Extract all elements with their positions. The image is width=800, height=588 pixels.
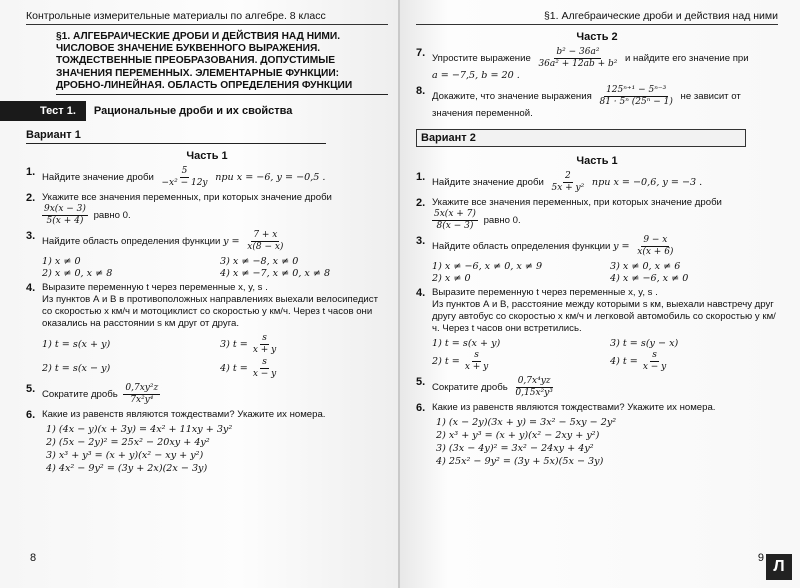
denominator: x(x + 6)	[637, 247, 674, 257]
denominator: x − y	[252, 369, 277, 380]
fraction	[432, 209, 478, 232]
task-tail: при x = −0,6, y = −3 .	[591, 177, 703, 189]
fraction	[597, 85, 674, 108]
option: 1) x ≠ 0	[42, 256, 81, 268]
page-number: 9	[757, 552, 764, 564]
task-1	[416, 171, 778, 194]
task-tail: равно 0.	[93, 210, 131, 222]
task-number: 5.	[26, 383, 36, 396]
task-text: Найдите значение дроби	[432, 177, 544, 189]
option	[432, 350, 600, 373]
numerator: 0,7xy²z	[125, 383, 159, 394]
running-head: Контрольные измерительные материалы по алгебре. 8 класс	[26, 10, 388, 25]
task-text: Укажите все значения переменных, при которых значение дроби	[42, 192, 332, 204]
task-text: Найдите значение дроби	[42, 172, 154, 184]
identity-item: 2) x³ + y³ = (x + y)(x² − 2xy + y²)	[436, 430, 600, 441]
test-header	[0, 101, 388, 121]
denominator: −x² − 12y	[161, 178, 208, 189]
identity-list	[416, 417, 778, 467]
fraction	[641, 350, 668, 373]
option: 3) x ≠ 0, x ≠ 6	[610, 261, 681, 272]
task-number: 4.	[416, 287, 426, 299]
numerator: s	[262, 357, 267, 368]
option	[220, 333, 388, 356]
task-text: Докажите, что значение выражения	[432, 91, 592, 103]
numerator: 9x(x − 3)	[44, 204, 86, 215]
option-label: 4) t =	[610, 356, 638, 367]
task-tail: при x = −6, y = −0,5 .	[215, 172, 326, 184]
task-number: 7.	[416, 47, 426, 59]
answer-options	[416, 261, 778, 284]
task-text: Найдите область определения функции	[432, 241, 611, 253]
answer-options	[26, 333, 388, 380]
numerator: 9 − x	[643, 235, 668, 245]
task-3	[416, 235, 778, 258]
task-tail: и найдите его значение при	[625, 53, 749, 65]
numerator: 125ⁿ⁺¹ − 5ⁿ⁻³	[606, 85, 667, 95]
task-5	[416, 376, 778, 399]
test-title: Рациональные дроби и их свойства	[93, 105, 293, 118]
option	[610, 350, 778, 373]
task-text: Сократите дробь	[42, 389, 118, 401]
fraction	[549, 171, 586, 194]
option: 1) x ≠ −6, x ≠ 0, x ≠ 9	[432, 261, 543, 272]
fraction	[245, 230, 285, 253]
option: 1) t = s(x + y)	[42, 339, 111, 351]
variant-heading: Вариант 1	[26, 129, 326, 144]
denominator: x − y	[642, 362, 667, 372]
numerator: s	[474, 350, 479, 360]
task-4	[26, 282, 388, 330]
task-text: Сократите дробь	[432, 382, 508, 394]
denominator: 81 · 5ⁿ (25ⁿ − 1)	[599, 97, 673, 107]
task-6	[26, 409, 388, 421]
task-3	[26, 230, 388, 253]
numerator: 5	[181, 166, 188, 177]
answer-options	[416, 338, 778, 373]
task-number: 2.	[26, 192, 36, 205]
task-number: 2.	[416, 197, 426, 209]
fraction	[42, 204, 88, 227]
part-heading: Часть 2	[576, 31, 618, 43]
fraction	[251, 357, 278, 380]
task-text: Найдите область определения функции	[42, 236, 221, 248]
right-page	[400, 0, 800, 588]
identity-item: 1) (4x − y)(x + 3y) = 4x² + 11xy + 3y²	[46, 424, 233, 436]
variant-heading: Вариант 2	[416, 129, 746, 147]
denominator: x + y	[464, 362, 489, 372]
answer-options	[26, 256, 388, 279]
identity-item: 3) x³ + y³ = (x + y)(x² − xy + y²)	[46, 450, 204, 462]
task-text: Какие из равенств являются тождествами? Укажите их номера.	[432, 402, 716, 413]
task-2	[26, 192, 388, 227]
option: 2) x ≠ 0	[432, 273, 471, 284]
task-text: Упростите выражение	[432, 53, 531, 65]
denominator: 5(x + 4)	[46, 216, 84, 227]
task-number: 4.	[26, 282, 36, 295]
task-text: Укажите все значения переменных, при которых значение дроби	[432, 197, 722, 208]
option: 4) x ≠ −6, x ≠ 0	[610, 273, 689, 284]
task-text: Выразите переменную t через переменные x, y, s .	[42, 282, 268, 294]
identity-item: 2) (5x − 2y)² = 25x² − 20xy + 4y²	[46, 437, 210, 449]
numerator: 7 + x	[253, 230, 278, 241]
publisher-logo-icon: Л	[766, 554, 792, 580]
option: 4) x ≠ −7, x ≠ 0, x ≠ 8	[220, 268, 331, 280]
denominator: x(8 − x)	[247, 242, 284, 253]
identity-list	[26, 424, 388, 474]
function-lhs: y =	[613, 241, 630, 253]
task-number: 8.	[416, 85, 426, 97]
identity-item: 4) 4x² − 9y² = (3y + 2x)(2x − 3y)	[46, 463, 208, 475]
task-number: 1.	[26, 166, 36, 179]
task-6	[416, 402, 778, 414]
task-text: Какие из равенств являются тождествами? Укажите их номера.	[42, 409, 326, 421]
task-values: a = −7,5, b = 20 .	[432, 70, 520, 81]
numerator: s	[262, 333, 267, 344]
function-lhs: y =	[223, 236, 240, 248]
part-heading: Часть 1	[186, 150, 228, 163]
option-label: 3) t =	[220, 339, 248, 351]
denominator: x + y	[252, 345, 277, 356]
task-7	[416, 47, 778, 82]
task-2	[416, 197, 778, 232]
option	[220, 357, 388, 380]
fraction	[536, 47, 619, 70]
fraction	[513, 376, 554, 399]
numerator: 0,7x⁴yz	[517, 376, 551, 386]
numerator: 2	[565, 171, 571, 181]
identity-item: 1) (x − 2y)(3x + y) = 3x² − 5xy − 2y²	[436, 417, 617, 428]
denominator: 36a² + 12ab + b²	[538, 59, 618, 69]
option: 2) x ≠ 0, x ≠ 8	[42, 268, 113, 280]
task-number: 6.	[26, 409, 36, 422]
fraction	[635, 235, 675, 258]
task-tail: равно 0.	[483, 215, 521, 227]
task-number: 1.	[416, 171, 426, 183]
option: 3) t = s(y − x)	[610, 338, 679, 349]
test-label: Тест 1.	[0, 101, 86, 121]
numerator: 5x(x + 7)	[434, 209, 476, 219]
fraction	[463, 350, 490, 373]
option: 1) t = s(x + y)	[432, 338, 501, 349]
section-title: §1. АЛГЕБРАИЧЕСКИЕ ДРОБИ И ДЕЙСТВИЯ НАД НИМИ. ЧИСЛОВОЕ ЗНАЧЕНИЕ БУКВЕННОГО ВЫРАЖЕНИЯ. ТОЖДЕСТВЕННЫЕ ПРЕОБРАЗОВАНИЯ. ДОПУСТИМЫЕ ЗНАЧЕНИЯ ПЕРЕМЕННЫХ. ЭЛЕМЕНТАРНЫЕ ФУНКЦИИ: ДРОБНО-ЛИНЕЙНАЯ. ОБЛАСТЬ ОПРЕДЕЛЕНИЯ ФУНКЦИИ	[56, 31, 388, 95]
task-5	[26, 383, 388, 406]
task-body: Из пунктов А и В, расстояние между которыми s км, выехали навстречу друг другу автобус со скоростью x км/ч и легковой автомобиль со скоростью y км/ч. Через t часов они встретились.	[432, 299, 776, 334]
task-number: 5.	[416, 376, 426, 388]
fraction	[251, 333, 278, 356]
task-tail-2: значения переменной.	[432, 108, 533, 119]
denominator: 7x²y⁴	[130, 395, 154, 406]
denominator: 8(x − 3)	[436, 221, 474, 231]
denominator: 0,15x²y³	[515, 388, 553, 398]
identity-item: 3) (3x − 4y)² = 3x² − 24xy + 4y²	[436, 443, 594, 454]
task-tail: не зависит от	[680, 91, 741, 103]
task-4	[416, 287, 778, 335]
numerator: s	[652, 350, 657, 360]
numerator: b² − 36a²	[556, 47, 600, 57]
task-number: 6.	[416, 402, 426, 414]
task-number: 3.	[26, 230, 36, 243]
identity-item: 4) 25x² − 9y² = (3y + 5x)(5x − 3y)	[436, 456, 604, 467]
part-heading: Часть 1	[576, 155, 618, 167]
option: 2) t = s(x − y)	[42, 363, 111, 375]
fraction	[123, 383, 160, 406]
task-number: 3.	[416, 235, 426, 247]
task-8	[416, 85, 778, 120]
running-head: §1. Алгебраические дроби и действия над ними	[416, 10, 778, 25]
task-text: Выразите переменную t через переменные x, y, s .	[432, 287, 658, 298]
option: 3) x ≠ −8, x ≠ 0	[220, 256, 299, 268]
task-1	[26, 166, 388, 189]
option-label: 2) t =	[432, 356, 460, 367]
task-body: Из пунктов А и В в противоположных направлениях выехали велосипедист со скоростью x км/ч и мотоциклист со скоростью y км/ч. Через t часов они оказались на расстоянии s км друг от друга.	[42, 294, 378, 330]
denominator: 5x + y²	[551, 183, 585, 193]
page-number: 8	[30, 552, 37, 564]
option-label: 4) t =	[220, 363, 248, 375]
fraction	[159, 166, 209, 189]
